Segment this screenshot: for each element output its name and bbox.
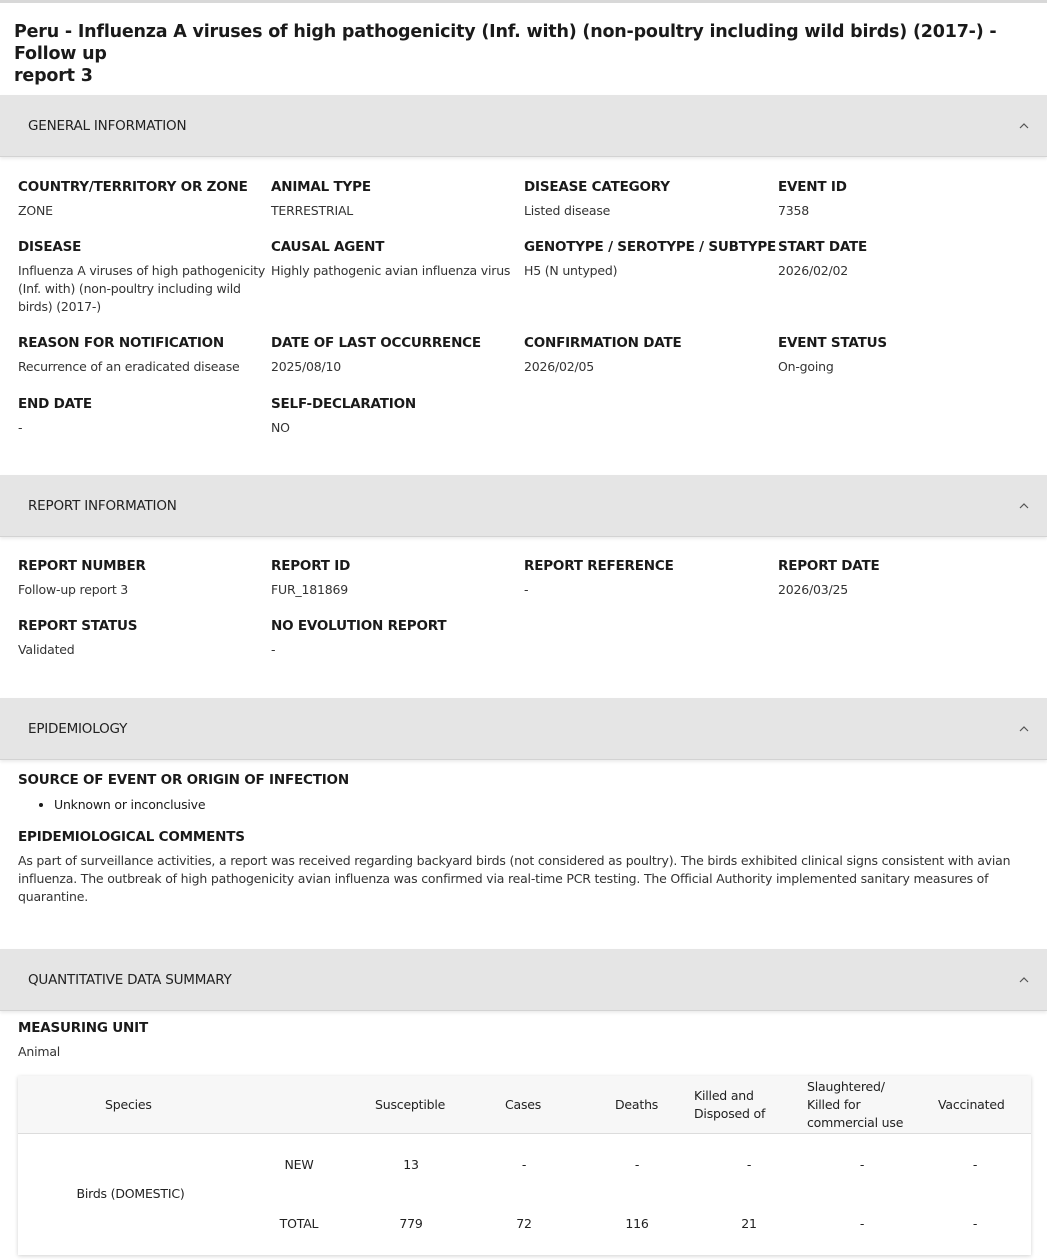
field-source-of-event: [18, 771, 618, 789]
row-type: TOTAL: [279, 1216, 319, 1231]
field-value: 2026/02/02: [778, 263, 849, 278]
field-value: -: [271, 642, 276, 657]
chevron-up-icon[interactable]: [1017, 121, 1031, 131]
page-header: [0, 3, 1047, 95]
field-reason: [18, 334, 268, 376]
chevron-up-icon[interactable]: [1017, 501, 1031, 511]
field-label: EPIDEMIOLOGICAL COMMENTS: [18, 829, 245, 845]
field-value: -: [18, 420, 23, 435]
field-end-date: [18, 395, 268, 437]
field-value: 2025/08/10: [271, 359, 342, 374]
cell-slaughtered: -: [859, 1216, 865, 1231]
field-value: H5 (N untyped): [524, 263, 618, 278]
field-label: CAUSAL AGENT: [271, 239, 385, 255]
field-report-date: [778, 557, 1028, 599]
field-value: ZONE: [18, 203, 53, 218]
cell-cases: -: [521, 1157, 527, 1172]
field-report-number: [18, 557, 268, 599]
field-event-status: [778, 334, 1028, 376]
quantitative-summary-header[interactable]: [0, 949, 1047, 1011]
cell-deaths: -: [634, 1157, 640, 1172]
report-information-header[interactable]: [0, 475, 1047, 537]
col-deaths: Deaths: [615, 1097, 659, 1112]
field-country: [18, 178, 268, 220]
field-report-reference: [524, 557, 774, 599]
field-confirmation-date: [524, 334, 774, 376]
field-value: Influenza A viruses of high pathogenicity (Inf. with) (non-poultry including wild birds) (2017-): [18, 263, 266, 314]
cell-killed: 21: [741, 1216, 757, 1231]
field-start-date: [778, 238, 1028, 280]
field-value: 2026/03/25: [778, 582, 849, 597]
cell-susceptible: 779: [399, 1216, 423, 1231]
field-label: DATE OF LAST OCCURRENCE: [271, 335, 481, 351]
field-label: GENOTYPE / SEROTYPE / SUBTYPE: [524, 239, 777, 255]
field-label: SOURCE OF EVENT OR ORIGIN OF INFECTION: [18, 772, 349, 788]
field-no-evolution: [271, 617, 521, 659]
field-label: REPORT REFERENCE: [524, 558, 674, 574]
cell-killed: -: [746, 1157, 752, 1172]
field-event-id: [778, 178, 1028, 220]
row-type: NEW: [284, 1157, 314, 1172]
cell-susceptible: 13: [403, 1157, 419, 1172]
epi-comments-text: As part of surveillance activities, a report was received regarding backyard birds (not considered as poultry). The birds exhibited clinical signs consistent with avian influenza. The outbreak of high pathogenicity avian influenza was confirmed via real-time PCR testing. The Official Authority implemented sanitary measures of quarantine.: [18, 853, 1011, 904]
cell-slaughtered: -: [859, 1157, 865, 1172]
col-susceptible: Susceptible: [375, 1097, 446, 1112]
field-measuring-unit: [18, 1019, 268, 1061]
species-name: Birds (DOMESTIC): [76, 1186, 185, 1201]
field-value: Highly pathogenic avian influenza virus: [271, 263, 511, 278]
field-report-id: [271, 557, 521, 599]
field-label: EVENT STATUS: [778, 335, 887, 351]
chevron-up-icon[interactable]: [1017, 724, 1031, 734]
field-label: NO EVOLUTION REPORT: [271, 618, 447, 634]
field-label: REPORT DATE: [778, 558, 880, 574]
field-causal-agent: [271, 238, 521, 280]
col-cases: Cases: [505, 1097, 542, 1112]
field-value: NO: [271, 420, 290, 435]
chevron-up-icon[interactable]: [1017, 975, 1031, 985]
field-animal-type: [271, 178, 521, 220]
quantitative-table: [18, 1076, 1031, 1255]
field-value: Recurrence of an eradicated disease: [18, 359, 240, 374]
general-information-header[interactable]: [0, 95, 1047, 157]
field-label: COUNTRY/TERRITORY OR ZONE: [18, 179, 248, 195]
field-last-occurrence: [271, 334, 521, 376]
field-label: REPORT STATUS: [18, 618, 138, 634]
page-title: Peru - Influenza A viruses of high pathogenicity (Inf. with) (non-poultry including wild birds) (2017-) - Follow up report 3: [14, 22, 997, 86]
field-label: DISEASE: [18, 239, 82, 255]
col-killed-disposed: Killed and Disposed of: [694, 1088, 766, 1121]
field-value: Validated: [18, 642, 75, 657]
field-label: CONFIRMATION DATE: [524, 335, 682, 351]
field-value: 7358: [778, 203, 810, 218]
section-title: EPIDEMIOLOGY: [28, 720, 128, 737]
field-value: Listed disease: [524, 203, 611, 218]
cell-vaccinated: -: [972, 1157, 978, 1172]
section-title: REPORT INFORMATION: [28, 497, 177, 514]
table-header: [18, 1076, 1031, 1134]
col-slaughtered: Slaughtered/ Killed for commercial use: [807, 1079, 904, 1130]
field-label: REPORT ID: [271, 558, 351, 574]
col-species: Species: [105, 1097, 152, 1112]
cell-cases: 72: [516, 1216, 532, 1231]
field-value: FUR_181869: [271, 582, 348, 597]
source-list: [18, 796, 205, 814]
list-item: • Unknown or inconclusive: [54, 796, 205, 814]
field-value: -: [524, 582, 529, 597]
field-value: On-going: [778, 359, 834, 374]
field-report-status: [18, 617, 268, 659]
field-label: END DATE: [18, 396, 92, 412]
section-title: GENERAL INFORMATION: [28, 117, 187, 134]
field-label: START DATE: [778, 239, 868, 255]
field-value: 2026/02/05: [524, 359, 595, 374]
field-disease-category: [524, 178, 774, 220]
field-value: Follow-up report 3: [18, 582, 129, 597]
field-epi-comments: [18, 828, 618, 846]
field-value: Animal: [18, 1044, 61, 1059]
field-label: ANIMAL TYPE: [271, 179, 371, 195]
field-label: SELF-DECLARATION: [271, 396, 416, 412]
field-label: REPORT NUMBER: [18, 558, 146, 574]
cell-deaths: 116: [625, 1216, 649, 1231]
field-label: EVENT ID: [778, 179, 847, 195]
field-label: MEASURING UNIT: [18, 1020, 148, 1036]
field-disease: [18, 238, 268, 316]
field-self-declaration: [271, 395, 521, 437]
col-vaccinated: Vaccinated: [938, 1097, 1005, 1112]
field-label: DISEASE CATEGORY: [524, 179, 670, 195]
field-genotype: [524, 238, 777, 280]
cell-vaccinated: -: [972, 1216, 978, 1231]
section-title: QUANTITATIVE DATA SUMMARY: [28, 971, 232, 988]
field-value: TERRESTRIAL: [271, 203, 354, 218]
field-label: REASON FOR NOTIFICATION: [18, 335, 225, 351]
epidemiology-header[interactable]: [0, 698, 1047, 760]
